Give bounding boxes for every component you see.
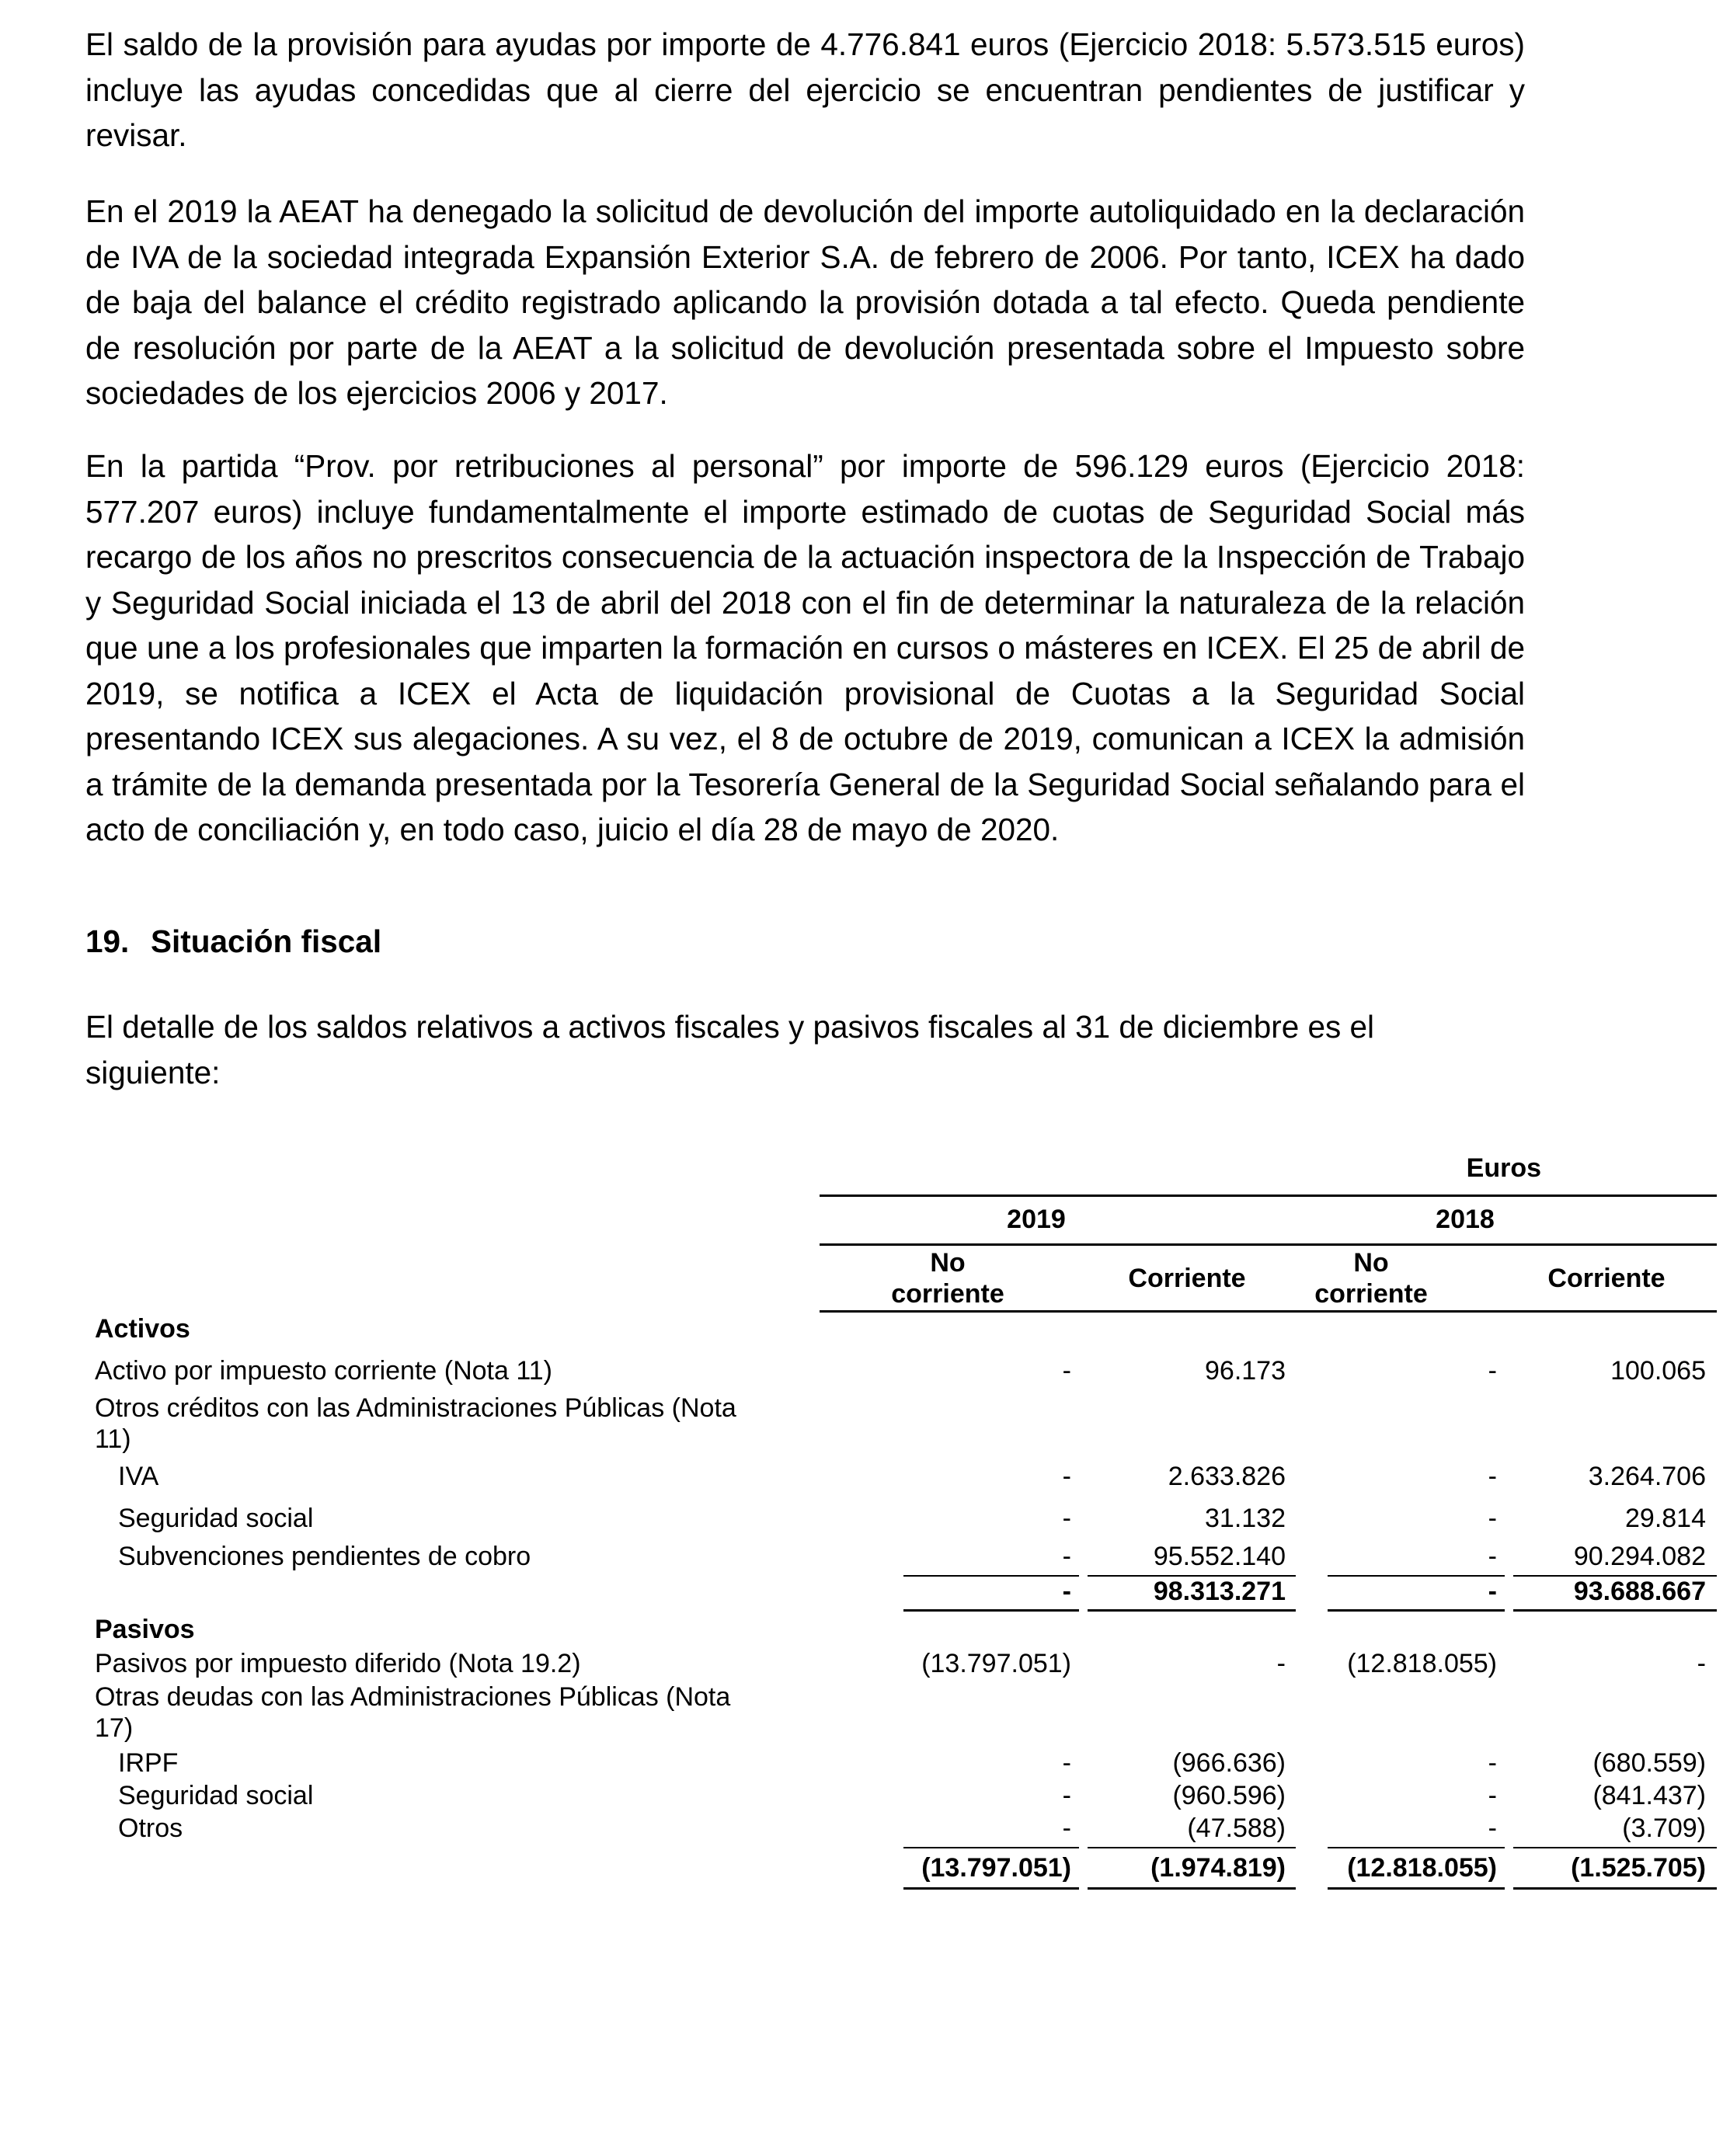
row-label-subvenciones: Subvenciones pendientes de cobro [118,1542,531,1571]
paragraph-aeat-iva: En el 2019 la AEAT ha denegado la solicitud de devolución del importe autoliquidado en la declaración de IVA de la sociedad integrada Expansión Exterior S.A. de febrero de 2006. Por tanto, ICEX ha dado de baja del balance el crédito registrado aplicando la provisión dotada a tal efecto. Queda pendiente de resolución por parte de la AEAT a la solicitud de devolución presentada sobre el Impuesto sobre sociedades de los ejercicios 2006 y 2017. [85,193,1525,411]
row-label-otros-creditos-l1: Otros créditos con las Administraciones Públicas (Nota [95,1393,736,1423]
paragraph-detalle-saldos: El detalle de los saldos relativos a activos fiscales y pasivos fiscales al 31 de diciembre es el siguiente: [85,1009,1375,1090]
fiscal-balances-table [85,0,1706,2156]
cell: 95.552.140 [1153,1542,1286,1571]
row-label-otros-creditos-l2: 11) [95,1424,131,1454]
cell: (960.596) [1172,1781,1286,1810]
cell: (966.636) [1172,1748,1286,1778]
row-label-otras-deudas-l2: 17) [95,1713,134,1743]
cell: 3.264.706 [1588,1462,1706,1491]
rule [903,1847,1079,1848]
section-number: 19. [85,923,130,959]
cell: - [1062,1813,1071,1843]
cell: (47.588) [1187,1813,1286,1843]
cell: - [1062,1356,1071,1386]
total-activos-cell: - [1488,1577,1497,1606]
cell: - [1062,1462,1071,1491]
row-label-iva: IVA [118,1462,159,1491]
col-no-corriente-2018-l2: corriente [1314,1279,1428,1309]
cell: 2.633.826 [1168,1462,1286,1491]
cell: 100.065 [1610,1356,1706,1386]
rule [1513,1847,1717,1848]
col-corriente-2018: Corriente [1547,1264,1666,1293]
col-no-corriente-2019-l1: No [930,1248,966,1278]
total-pasivos-cell: (1.525.705) [1571,1853,1706,1883]
rule [1088,1847,1296,1848]
cell: - [1488,1356,1497,1386]
col-no-corriente-2018-l1: No [1353,1248,1389,1278]
header-rule [820,1194,1717,1197]
cell: 90.294.082 [1573,1542,1706,1571]
cell: - [1697,1649,1706,1678]
rule [903,1609,1079,1612]
subheader-2019-rule [820,1310,1257,1313]
rule [1328,1609,1505,1612]
total-activos-cell: 98.313.271 [1153,1577,1286,1606]
paragraph-retribuciones-personal: En la partida “Prov. por retribuciones al personal” por importe de 596.129 euros (Ejercicio 2018: 577.207 euros) incluye fundamentalmente el importe estimado de cuotas de Seguridad Social más recargo de los años no prescritos consecuencia de la actuación inspectora de la Inspección de Trabajo y Seguridad Social iniciada el 13 de abril del 2018 con el fin de determinar la naturaleza de la relación que une a los profesionales que imparten la formación en cursos o másteres en ICEX. El 25 de abril de 2019, se notifica a ICEX el Acta de liquidación provisional de Cuotas a la Seguridad Social presentando ICEX sus alegaciones. A su vez, el 8 de octubre de 2019, comunican a ICEX la admisión a trámite de la demanda presentada por la Tesorería General de la Seguridad Social señalando para el acto de conciliación y, en todo caso, juicio el día 28 de mayo de 2020. [85,448,1525,847]
cell: - [1062,1748,1071,1778]
cell: 31.132 [1205,1504,1286,1533]
total-pasivos-cell: (13.797.051) [921,1853,1071,1883]
cell: (12.818.055) [1347,1649,1497,1678]
total-pasivos-cell: (12.818.055) [1347,1853,1497,1883]
rule [1328,1887,1505,1890]
cell: - [1062,1781,1071,1810]
col-no-corriente-2019-l2: corriente [891,1279,1004,1309]
row-label-seguridad-social-pasivo: Seguridad social [118,1781,314,1810]
section-title: Situación fiscal [151,923,382,959]
year-2019: 2019 [1007,1205,1066,1234]
year-2019-rule [820,1243,1257,1246]
cell: (3.709) [1622,1813,1706,1843]
cell: - [1276,1649,1286,1678]
rule [1328,1847,1505,1848]
row-label-pasivo-diferido: Pasivos por impuesto diferido (Nota 19.2) [95,1649,581,1678]
paragraph-provision-ayudas: El saldo de la provisión para ayudas por importe de 4.776.841 euros (Ejercicio 2018: 5.573.515 euros) incluye las ayudas concedidas que al cierre del ejercicio se encuentran pendientes de justificar y revisar. [85,26,1525,153]
cell: (841.437) [1592,1781,1706,1810]
year-2018-rule [1244,1243,1717,1246]
rule [903,1887,1079,1890]
cell: - [1488,1813,1497,1843]
unit-label: Euros [1466,1153,1541,1183]
row-label-otras-deudas-l1: Otras deudas con las Administraciones Públicas (Nota [95,1682,731,1712]
total-pasivos-cell: (1.974.819) [1150,1853,1286,1883]
row-label-seguridad-social-activo: Seguridad social [118,1504,314,1533]
row-label-irpf: IRPF [118,1748,179,1778]
cell: - [1062,1504,1071,1533]
total-activos-cell: 93.688.667 [1573,1577,1706,1606]
total-activos-cell: - [1062,1577,1071,1606]
pasivos-label: Pasivos [95,1615,195,1644]
rule [1513,1887,1717,1890]
col-corriente-2019: Corriente [1128,1264,1246,1293]
row-label-otros: Otros [118,1813,183,1843]
cell: - [1488,1748,1497,1778]
row-label-activo-impuesto: Activo por impuesto corriente (Nota 11) [95,1356,552,1386]
cell: 29.814 [1625,1504,1706,1533]
cell: 96.173 [1205,1356,1286,1386]
rule [1513,1609,1717,1612]
cell: (13.797.051) [921,1649,1071,1678]
cell: - [1488,1781,1497,1810]
rule [1088,1609,1296,1612]
cell: - [1488,1462,1497,1491]
year-2018: 2018 [1436,1205,1495,1234]
rule [1088,1887,1296,1890]
cell: (680.559) [1592,1748,1706,1778]
activos-label: Activos [95,1314,190,1344]
subheader-2018-rule [1244,1310,1717,1313]
cell: - [1062,1542,1071,1571]
cell: - [1488,1504,1497,1533]
cell: - [1488,1542,1497,1571]
